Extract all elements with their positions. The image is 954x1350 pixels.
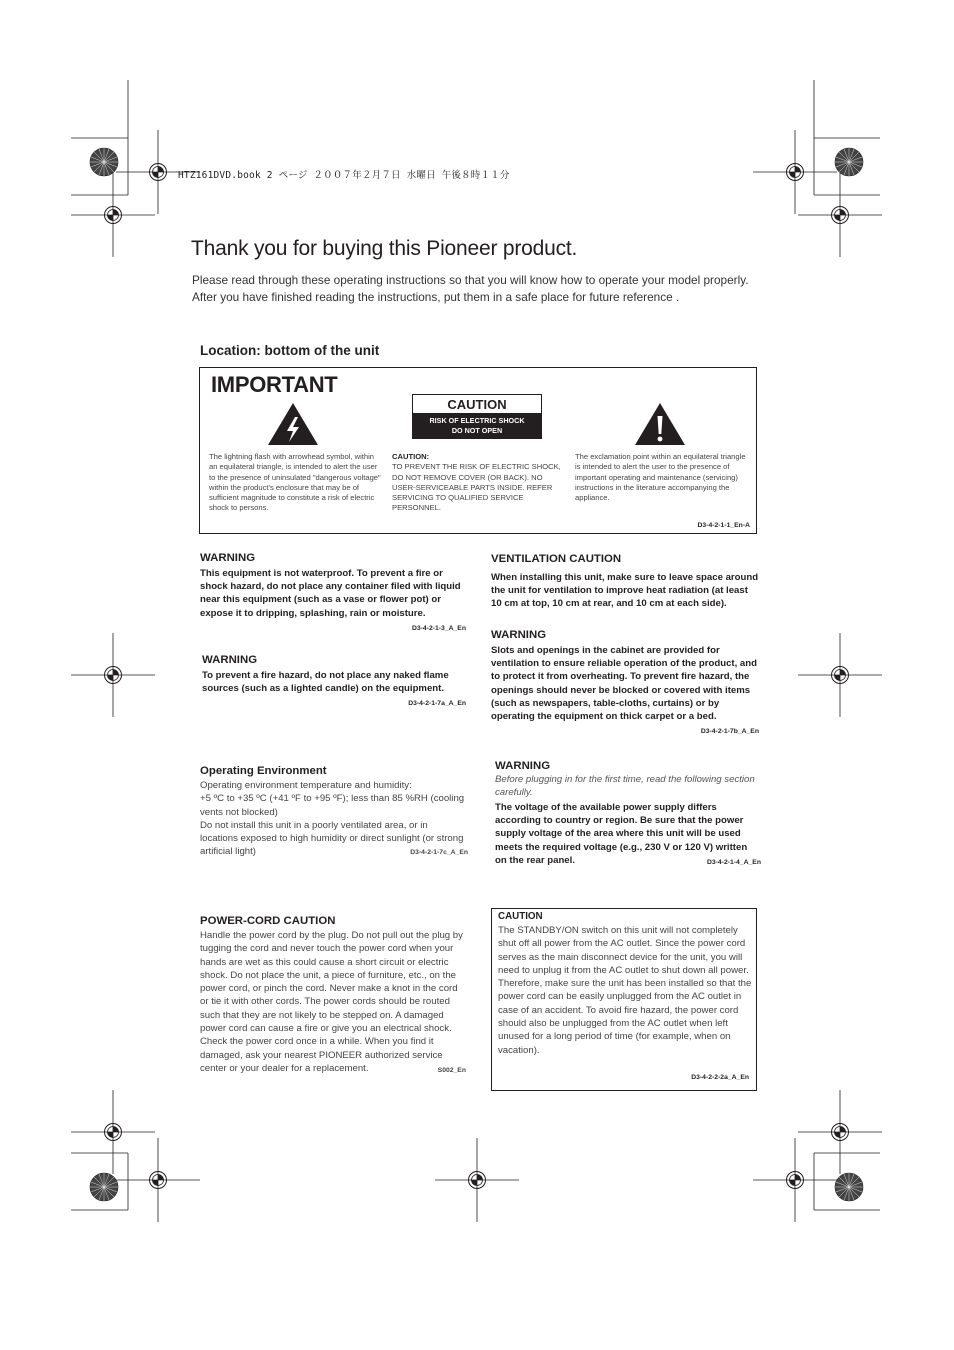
warning-waterproof-heading: WARNING (200, 552, 256, 564)
warning-flame-text: To prevent a fire hazard, do not place any naked flame sources (such as a lighted candle) on the equipment. D3-4-2-1-7a_A_En (202, 669, 466, 711)
standby-caution-heading: CAUTION (498, 911, 543, 922)
exclamation-warning-icon (634, 402, 686, 446)
lightning-explanation: The lightning flash with arrowhead symbol, within an equilateral triangle, is intended to alert the user to the presence of uninsulated "dangerous voltage" within the product's enclosure that may be of sufficient magnitude to constitute a risk of electric shock to persons. (209, 452, 381, 513)
warning-slots-heading: WARNING (491, 629, 547, 641)
caution-text: TO PREVENT THE RISK OF ELECTRIC SHOCK, DO NOT REMOVE COVER (OR BACK). NO USER-SERVICEABLE PARTS INSIDE. REFER SERVICING TO QUALIFIED SERVICE PERSONNEL. (392, 462, 561, 513)
warning-voltage-heading: WARNING (495, 760, 551, 772)
environment-line3: Do not install this unit in a poorly ventilated area, or in locations exposed to high humidity or direct sunlight (or strong artificial light) (200, 819, 464, 858)
power-cord-heading: POWER-CORD CAUTION (200, 915, 336, 927)
warning-slots-code: D3-4-2-1-7b_A_En (700, 728, 759, 736)
environment-line3-wrap (200, 819, 468, 859)
book-file-header: HTZ161DVD.book 2 ページ ２００７年２月７日 水曜日 午後８時１１分 (178, 170, 510, 181)
environment-heading: Operating Environment (200, 765, 327, 777)
warning-voltage-italic: Before plugging in for the first time, read the following section carefully. (495, 774, 755, 798)
caution-label: CAUTION: (392, 452, 430, 461)
intro-paragraph: Please read through these operating instructions so that you will know how to operate your model properly. After you have finished reading the instructions, put them in a safe place for future reference . (192, 273, 749, 304)
caution-badge-line1: RISK OF ELECTRIC SHOCK (429, 416, 525, 425)
ventilation-heading: VENTILATION CAUTION (491, 553, 622, 565)
caution-badge-line2: DO NOT OPEN (451, 426, 503, 435)
exclamation-explanation: The exclamation point within an equilateral triangle is intended to alert the user to the presence of important operating and maintenance (servicing) instructions in the literature accompanying the appliance. (575, 452, 746, 503)
environment-code: D3-4-2-1-7c_A_En (410, 849, 468, 857)
environment-line1: Operating environment temperature and humidity: (200, 780, 412, 791)
warning-slots-text: Slots and openings in the cabinet are provided for ventilation to ensure reliable operation of the product, and to protect it from overheating. To prevent fire hazard, the openings should never be blocked or covered with items (such as newspapers, table-cloths, curtains) or by operating the equipment on thick carpet or a bed. D3-4-2-1-7b_A_En (491, 644, 759, 738)
location-heading: Location: bottom of the unit (200, 343, 380, 358)
caution-explanation (392, 452, 562, 514)
caution-badge-title: CAUTION (447, 397, 507, 412)
ventilation-text: When installing this unit, make sure to leave space around the unit for ventilation to improve heat radiation (at least 10 cm at top, 10 cm at rear, and 10 cm at each side). (491, 572, 759, 610)
warning-voltage-code: D3-4-2-1-4_A_En (706, 858, 761, 866)
power-cord-code: S002_En (437, 1066, 466, 1074)
warning-flame-heading: WARNING (202, 654, 258, 666)
warning-flame-code: D3-4-2-1-7a_A_En (408, 700, 466, 708)
warning-waterproof-code: D3-4-2-1-3_A_En (411, 624, 466, 632)
lightning-warning-icon (267, 402, 319, 446)
warning-voltage-text: The voltage of the available power supply differs according to country or region. Be sure that the power supply voltage of the area where this unit will be used meets the required voltage (e.g., 230 V or 120 V) written on the rear panel. D3-4-2-1-4_A_En (495, 801, 761, 869)
environment-text (200, 779, 468, 860)
caution-badge-subtitle (413, 413, 541, 438)
caution-badge (412, 394, 542, 439)
important-code: D3-4-2-1-1_En-A (697, 522, 750, 529)
standby-caution-text: The STANDBY/ON switch on this unit will not completely shut off all power from the AC outlet. Since the power cord serves as the main disconnect device for the unit, you will need to unplug it from the AC outlet to shut down all power. Therefore, make sure the unit has been installed so that the power cord can be easily unplugged from the AC outlet in case of an accident. To avoid fire hazard, the power cord should also be unplugged from the AC outlet when left unused for a long period of time (for example, when on vacation). (498, 925, 752, 1056)
standby-caution-code: D3-4-2-2-2a_A_En (691, 1074, 749, 1081)
environment-line2: +5 ºC to +35 ºC (+41 ºF to +95 ºF); less than 85 %RH (cooling vents not blocked) (200, 793, 465, 818)
power-cord-text: Handle the power cord by the plug. Do not pull out the plug by tugging the cord and never touch the power cord when your hands are wet as this could cause a short circuit or electric shock. Do not place the unit, a piece of furniture, etc., on the power cord, or pinch the cord. Never make a knot in the cord or tie it with other cords. The power cords should be routed such that they are not likely to be stepped on. A damaged power cord can cause a fire or give you an electrical shock. Check the power cord once in a while. When you find it damaged, ask your nearest PIONEER authorized service center or your dealer for a replacement. S002_En (200, 929, 466, 1077)
page-title: Thank you for buying this Pioneer product. (191, 237, 578, 260)
warning-waterproof-text: This equipment is not waterproof. To prevent a fire or shock hazard, do not place any container filed with liquid near this equipment (such as a vase or flower pot) or expose it to dripping, splashing, rain or moisture. D3-4-2-1-3_A_En (200, 567, 466, 635)
important-title: IMPORTANT (211, 372, 338, 397)
